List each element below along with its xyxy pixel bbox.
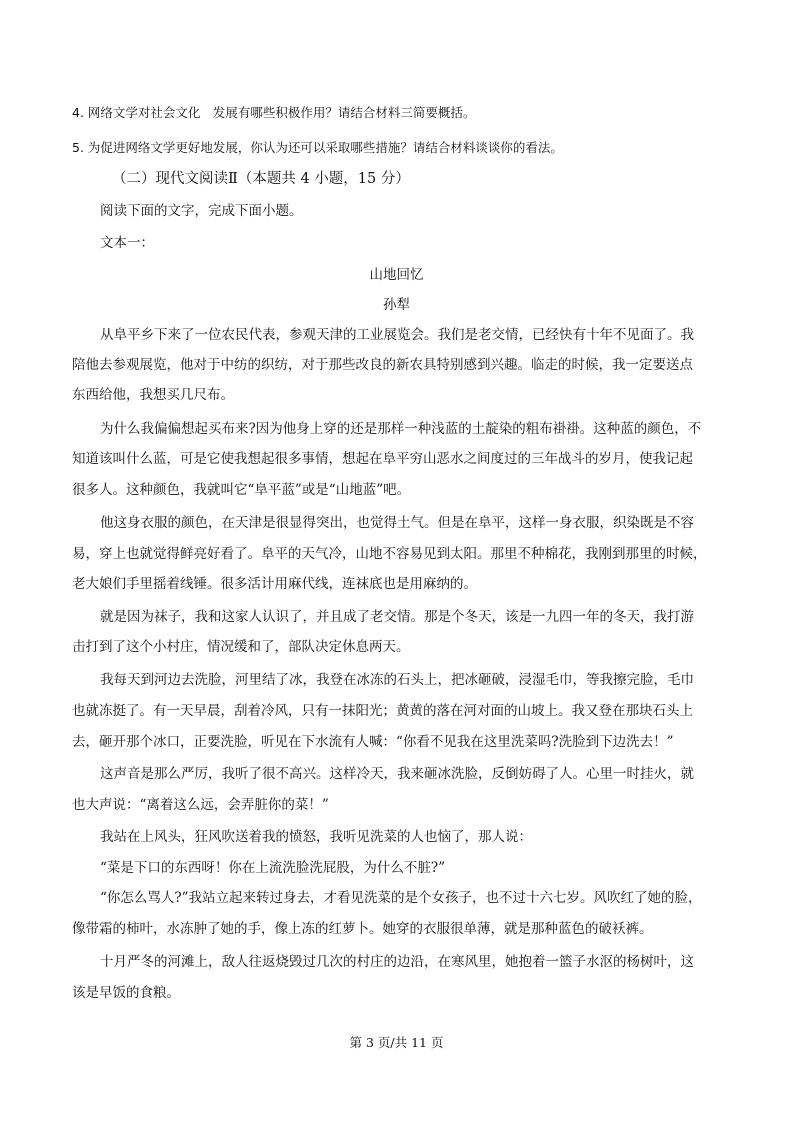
article-title: 山地回忆 [369,267,424,283]
article-line: 也就冻挺了。有一天早晨，刮着冷风，只有一抹阳光；黄黄的落在河对面的山坡上。我又登在那块石头上 [72,703,693,719]
article-line: 去，砸开那个冰口，正要洗脸，听见在下水流有人喊：“你看不见我在这里洗菜吗?洗脸到下边洗去！” [72,734,674,750]
text-label: 文本一： [100,235,154,251]
article-line: 为什么我偏偏想起买布来?因为他身上穿的还是那样一种浅蓝的土靛染的粗布褂褂。这种蓝的颜色，不 [100,421,702,437]
question-5: 5. 为促进网络文学更好地发展，你认为还可以采取哪些措施？请结合材料谈谈你的看法。 [72,140,563,155]
article-line: 老大娘们手里摇着线锤。很多活计用麻代线，连袜底也是用麻纳的。 [72,576,477,592]
page-number: 第 3 页/共 11 页 [349,1035,444,1050]
article-line: 也大声说：“离着这么远，会弄脏你的菜！” [72,797,329,813]
article-line: 很多人。这种颜色，我就叫它“阜平蓝”或是“山地蓝”吧。 [72,482,411,498]
article-line: 知道该叫什么蓝，可是它使我想起很多事情，想起在阜平穷山恶水之间度过的三年战斗的岁月，使我记起 [72,451,693,467]
article-line: 我每天到河边去洗脸，河里结了冰，我登在冰冻的石头上，把冰砸破，浸湿毛巾，等我擦完脸，毛巾 [100,672,694,688]
article-line: “菜是下口的东西呀！你在上流洗脸洗屁股，为什么不脏?” [100,860,446,876]
article-line: 十月严冬的河滩上，敌人往返烧毁过几次的村庄的边沿，在寒风里，她抱着一篮子水沤的杨树叶，这 [100,954,694,970]
article-line: 该是早饭的食粮。 [72,985,180,1001]
article-line: 他这身衣服的颜色，在天津是很显得突出，也觉得土气。但是在阜平，这样一身衣服，织染既是不容 [100,515,694,531]
article-author: 孙犁 [383,297,410,313]
question-4: 4. 网络文学对社会文化 发展有哪些积极作用？请结合材料三简要概括。 [72,105,476,120]
article-line: “你怎么骂人?”我站立起来转过身去，才看见洗菜的是个女孩子，也不过十六七岁。风吹红了她的脸， [100,890,702,906]
reading-instruction: 阅读下面的文字，完成下面小题。 [100,203,303,219]
article-line: 从阜平乡下来了一位农民代表，参观天津的工业展览会。我们是老交情，已经快有十年不见面了。我 [100,327,694,343]
article-line: 陪他去参观展览，他对于中纺的织纺，对于那些改良的新农具特别感到兴趣。临走的时候，我一定要送点 [72,357,693,373]
article-line: 我站在上风头，狂风吹送着我的愤怒，我听见洗菜的人也恼了，那人说： [100,829,532,845]
article-line: 易，穿上也就觉得鲜亮好看了。阜平的天气冷，山地不容易见到太阳。那里不种棉花，我刚到那里的时候， [72,546,707,562]
article-line: 击打到了这个小村庄，情况缓和了，部队决定休息两天。 [72,639,410,655]
article-line: 像带霜的柿叶，水冻肿了她的手，像上冻的红萝卜。她穿的衣服很单薄，就是那种蓝色的破袄裤。 [72,921,653,937]
article-line: 这声音是那么严厉，我听了很不高兴。这样冷天，我来砸冰洗脸，反倒妨碍了人。心里一时挂火，就 [100,766,694,782]
section-heading: （二）现代文阅读Ⅱ（本题共 4 小题，15 分） [112,171,410,187]
article-line: 就是因为袜子，我和这家人认识了，并且成了老交情。那是个冬天，该是一九四一年的冬天，我打游 [100,609,694,625]
article-line: 东西给他，我想买几尺布。 [72,387,234,403]
